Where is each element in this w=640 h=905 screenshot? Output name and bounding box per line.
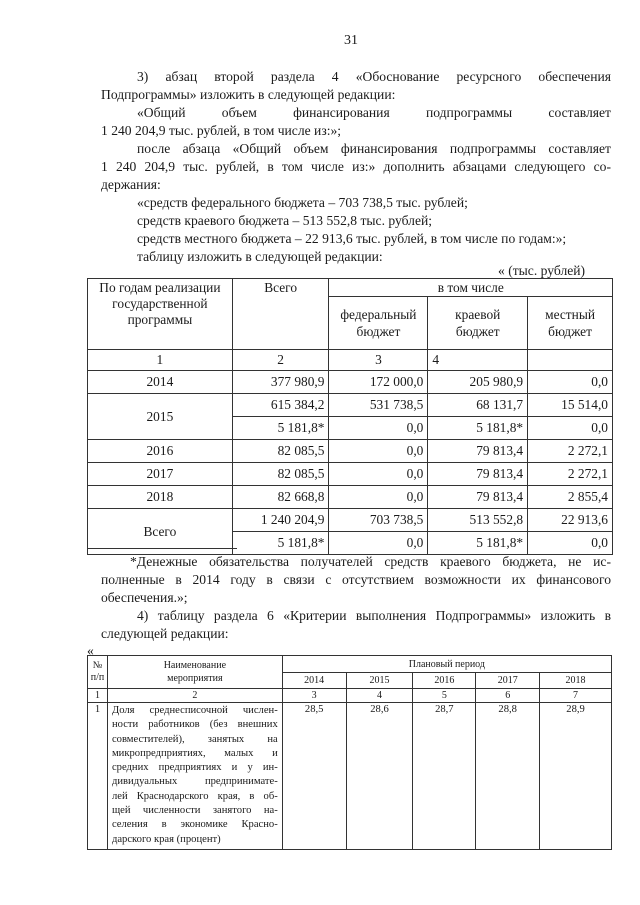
name-line: совместителей), занятых на [111, 733, 278, 745]
name-line: дарского края (процент) [111, 833, 221, 845]
paragraph-line: следующей редакции: [101, 626, 229, 641]
col-header-years: По годам реализации государственной программы [88, 279, 233, 350]
table-row [88, 394, 613, 417]
name-line: ности работников (без внешних [111, 719, 278, 731]
footnote-line: *Денежные обязательства получателей средств краевого бюджета, не ис- [130, 554, 611, 569]
paragraph-line: держания: [101, 177, 161, 192]
cell-regional: 79 813,4 [428, 440, 528, 463]
cell-num: 1 [88, 703, 108, 850]
cell-value: 28,7 [413, 703, 476, 850]
cell-year: 2017 [88, 463, 233, 486]
paragraph-line: 3) абзац второй раздела 4 «Обоснование ресурсного обеспечения [137, 69, 611, 84]
cell-total: 377 980,9 [232, 371, 329, 394]
col-number: 3 [329, 350, 428, 371]
paragraph-line: 1 240 204,9 тыс. рублей, в том числе из:»; [101, 123, 342, 138]
footnote-line: обеспечения.»; [101, 590, 188, 605]
col-header-regional: краевой бюджет [428, 297, 528, 350]
name-line: дивидуальных предпринимате- [111, 776, 278, 788]
cell-regional: 79 813,4 [428, 486, 528, 509]
cell-regional: 79 813,4 [428, 463, 528, 486]
col-number: 7 [540, 689, 612, 703]
cell-total: 82 085,5 [232, 440, 329, 463]
cell-value: 28,5 [282, 703, 346, 850]
cell-local: 0,0 [528, 532, 613, 555]
cell-total: 5 181,8* [232, 417, 329, 440]
cell-local: 2 855,4 [528, 486, 613, 509]
cell-local: 2 272,1 [528, 440, 613, 463]
table-unit-label: « (тыс. рублей) [498, 263, 586, 278]
col-number: 1 [88, 350, 233, 371]
col-number: 1 [88, 689, 108, 703]
cell-year: 2016 [88, 440, 233, 463]
col-header-name: Наименование мероприятия [107, 656, 282, 689]
paragraph-line: таблицу изложить в следующей редакции: [137, 249, 383, 264]
cell-total: 1 240 204,9 [232, 509, 329, 532]
cell-measure-name [107, 703, 282, 850]
col-header-local: местный бюджет [528, 297, 613, 350]
col-number-row [88, 689, 612, 703]
cell-year: 2014 [88, 371, 233, 394]
cell-total: 615 384,2 [232, 394, 329, 417]
criteria-table [87, 655, 612, 850]
cell-local: 0,0 [528, 417, 613, 440]
col-number [528, 350, 613, 371]
cell-regional: 5 181,8* [428, 417, 528, 440]
col-header-num: № п/п [88, 656, 108, 689]
col-header-period: Плановый период [282, 656, 611, 673]
cell-local: 22 913,6 [528, 509, 613, 532]
col-number: 5 [413, 689, 476, 703]
table-row [88, 703, 612, 850]
cell-federal: 0,0 [329, 463, 428, 486]
paragraph-line: «средств федерального бюджета – 703 738,5 тыс. рублей; [137, 195, 468, 210]
cell-federal: 0,0 [329, 532, 428, 555]
footnote-line: полненные в 2014 году в связи с отсутствием возможности их финансового [101, 572, 611, 587]
cell-federal: 0,0 [329, 486, 428, 509]
cell-value: 28,9 [540, 703, 612, 850]
cell-value: 28,6 [346, 703, 413, 850]
paragraph-line: средств местного бюджета – 22 913,6 тыс. рублей, в том числе по годам:»; [137, 231, 567, 246]
cell-federal: 172 000,0 [329, 371, 428, 394]
paragraph-line: 1 240 204,9 тыс. рублей, в том числе из:» дополнить абзацами следующего со- [101, 159, 611, 174]
cell-value: 28,8 [476, 703, 540, 850]
cell-year: Всего [88, 509, 233, 555]
col-number: 3 [282, 689, 346, 703]
table-row [88, 486, 613, 509]
paragraph-line: «Общий объем финансирования подпрограммы составляет [137, 105, 611, 120]
col-header-year: 2017 [476, 673, 540, 689]
col-header-year: 2014 [282, 673, 346, 689]
cell-year: 2015 [88, 394, 233, 440]
table-row [88, 440, 613, 463]
cell-regional: 205 980,9 [428, 371, 528, 394]
cell-year: 2018 [88, 486, 233, 509]
cell-regional: 68 131,7 [428, 394, 528, 417]
cell-local: 2 272,1 [528, 463, 613, 486]
col-header-year: 2015 [346, 673, 413, 689]
paragraph-line: 4) таблицу раздела 6 «Критерии выполнения Подпрограммы» изложить в [137, 608, 611, 623]
page-number: 31 [344, 33, 358, 48]
financing-table [87, 278, 613, 555]
name-line: Доля среднесписочной числен- [111, 705, 278, 716]
paragraph-line: средств краевого бюджета – 513 552,8 тыс. рублей; [137, 213, 433, 228]
col-number-row [88, 350, 613, 371]
col-number: 2 [107, 689, 282, 703]
col-header-including: в том числе [329, 279, 613, 297]
footnote-divider [87, 548, 237, 549]
col-header-total: Всего [232, 279, 329, 350]
col-number: 2 [232, 350, 329, 371]
col-number: 4 [346, 689, 413, 703]
cell-local: 0,0 [528, 371, 613, 394]
name-line: щей численности занятого на- [111, 805, 278, 817]
name-line: средних предприятиях и у ин- [111, 762, 278, 774]
cell-federal: 703 738,5 [329, 509, 428, 532]
cell-federal: 531 738,5 [329, 394, 428, 417]
col-header-federal: федеральный бюджет [329, 297, 428, 350]
paragraph-line: после абзаца «Общий объем финансирования подпрограммы составляет [137, 141, 611, 156]
col-number: 6 [476, 689, 540, 703]
cell-regional: 513 552,8 [428, 509, 528, 532]
cell-federal: 0,0 [329, 440, 428, 463]
paragraph-line: Подпрограммы» изложить в следующей редакции: [101, 87, 396, 102]
paragraph-line: « [87, 643, 94, 658]
cell-regional: 5 181,8* [428, 532, 528, 555]
table-row [88, 463, 613, 486]
table-row [88, 509, 613, 532]
cell-local: 15 514,0 [528, 394, 613, 417]
col-number: 4 [428, 350, 528, 371]
cell-total: 82 085,5 [232, 463, 329, 486]
cell-total: 82 668,8 [232, 486, 329, 509]
name-line: микропредприятиях, малых и [111, 747, 278, 759]
name-line: лей Краснодарского края, в об- [111, 790, 278, 802]
col-header-year: 2018 [540, 673, 612, 689]
col-header-year: 2016 [413, 673, 476, 689]
cell-total: 5 181,8* [232, 532, 329, 555]
name-line: селения в экономике Красно- [111, 819, 278, 831]
table-row [88, 371, 613, 394]
cell-federal: 0,0 [329, 417, 428, 440]
